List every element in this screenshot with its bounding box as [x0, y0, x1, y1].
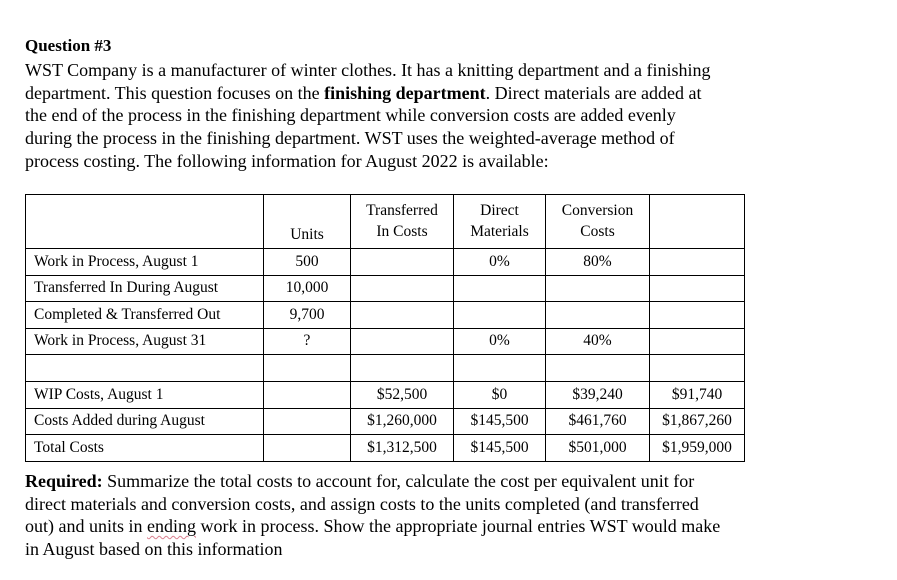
intro-line-4: during the process in the finishing department. WST uses the weighted-average method of: [25, 128, 675, 149]
cc-cell: $501,000: [546, 435, 650, 462]
header-row: [26, 195, 745, 249]
spacer-cell: [650, 355, 745, 382]
intro-line-2: [25, 82, 825, 105]
spacer-cell: [351, 355, 454, 382]
row-label: Work in Process, August 31: [26, 328, 264, 355]
intro-line-1: WST Company is a manufacturer of winter clothes. It has a knitting department and a finishing: [25, 60, 711, 80]
dm-cell: $145,500: [454, 435, 546, 462]
total-cell: [650, 302, 745, 329]
intro-line-3: the end of the process in the finishing department while conversion costs are added evenly: [25, 105, 676, 126]
process-costing-table: [25, 194, 745, 462]
units-cell: [264, 408, 351, 435]
table-row: [26, 408, 745, 435]
total-cell: [650, 328, 745, 355]
row-label: Total Costs: [26, 435, 264, 462]
row-label: Costs Added during August: [26, 408, 264, 435]
required-label: Required:: [25, 471, 103, 491]
spacer-cell: [454, 355, 546, 382]
total-cell: $91,740: [650, 382, 745, 409]
header-direct-line2: Materials: [470, 222, 529, 240]
dm-cell: [454, 275, 546, 302]
cc-cell: $461,760: [546, 408, 650, 435]
total-cell: $1,959,000: [650, 435, 745, 462]
table-row: [26, 275, 745, 302]
row-label: Work in Process, August 1: [26, 249, 264, 276]
units-cell: 500: [264, 249, 351, 276]
dm-cell: 0%: [454, 249, 546, 276]
transferred-cell: $52,500: [351, 382, 454, 409]
header-direct-materials: [454, 195, 546, 249]
row-label: Transferred In During August: [26, 275, 264, 302]
dm-cell: [454, 302, 546, 329]
transferred-cell: $1,312,500: [351, 435, 454, 462]
cc-cell: 80%: [546, 249, 650, 276]
header-direct-line1: Direct: [480, 202, 519, 219]
transferred-cell: $1,260,000: [351, 408, 454, 435]
question-intro: [25, 59, 825, 173]
dm-cell: $145,500: [454, 408, 546, 435]
units-cell: [264, 435, 351, 462]
header-transferred-line1: Transferred: [366, 202, 438, 219]
required-line-3: [25, 515, 825, 538]
header-transferred-line2: In Costs: [376, 222, 428, 240]
transferred-cell: [351, 249, 454, 276]
table-row: [26, 249, 745, 276]
header-total-blank: [650, 195, 745, 249]
required-line-2: direct materials and conversion costs, and assign costs to the units completed (and transferred: [25, 493, 699, 514]
cc-cell: $39,240: [546, 382, 650, 409]
finishing-department-emphasis: finishing department: [324, 82, 486, 103]
spacer-row: [26, 355, 745, 382]
table-row: [26, 328, 745, 355]
cc-cell: [546, 302, 650, 329]
header-conversion-line2: Costs: [580, 222, 615, 240]
units-cell: [264, 382, 351, 409]
required-line-3-post: work in process. Show the appropriate journal entries WST would make: [196, 516, 721, 537]
table-row: [26, 382, 745, 409]
cc-cell: 40%: [546, 328, 650, 355]
transferred-cell: [351, 328, 454, 355]
required-line-1-rest: Summarize the total costs to account for, calculate the cost per equivalent unit for: [102, 471, 695, 491]
required-line-4: in August based on this information: [25, 538, 283, 559]
header-conversion-line1: Conversion: [561, 202, 634, 219]
required-section: [25, 470, 825, 560]
intro-line-2-pre: department. This question focuses on the: [25, 82, 325, 103]
question-title: Question #3: [25, 36, 112, 55]
spacer-cell: [264, 355, 351, 382]
dm-cell: 0%: [454, 328, 546, 355]
intro-line-5: process costing. The following information for August 2022 is available:: [25, 150, 549, 171]
header-conversion-costs: [546, 195, 650, 249]
table-row: [26, 302, 745, 329]
units-cell: 10,000: [264, 275, 351, 302]
total-cell: [650, 275, 745, 302]
spacer-cell: [546, 355, 650, 382]
units-cell: 9,700: [264, 302, 351, 329]
header-units: Units: [264, 195, 351, 249]
transferred-cell: [351, 275, 454, 302]
table-row: [26, 435, 745, 462]
total-cell: $1,867,260: [650, 408, 745, 435]
intro-line-2-post: . Direct materials are added at: [485, 82, 702, 103]
header-blank: [26, 195, 264, 249]
header-transferred-in-costs: [351, 195, 454, 249]
total-cell: [650, 249, 745, 276]
dm-cell: $0: [454, 382, 546, 409]
cc-cell: [546, 275, 650, 302]
spacer-cell: [26, 355, 264, 382]
required-line-1: [25, 470, 825, 493]
units-cell: ?: [264, 328, 351, 355]
required-line-3-pre: out) and units in: [25, 516, 147, 537]
spellcheck-flagged-word: ending: [147, 516, 196, 537]
row-label: WIP Costs, August 1: [26, 382, 264, 409]
transferred-cell: [351, 302, 454, 329]
row-label: Completed & Transferred Out: [26, 302, 264, 329]
